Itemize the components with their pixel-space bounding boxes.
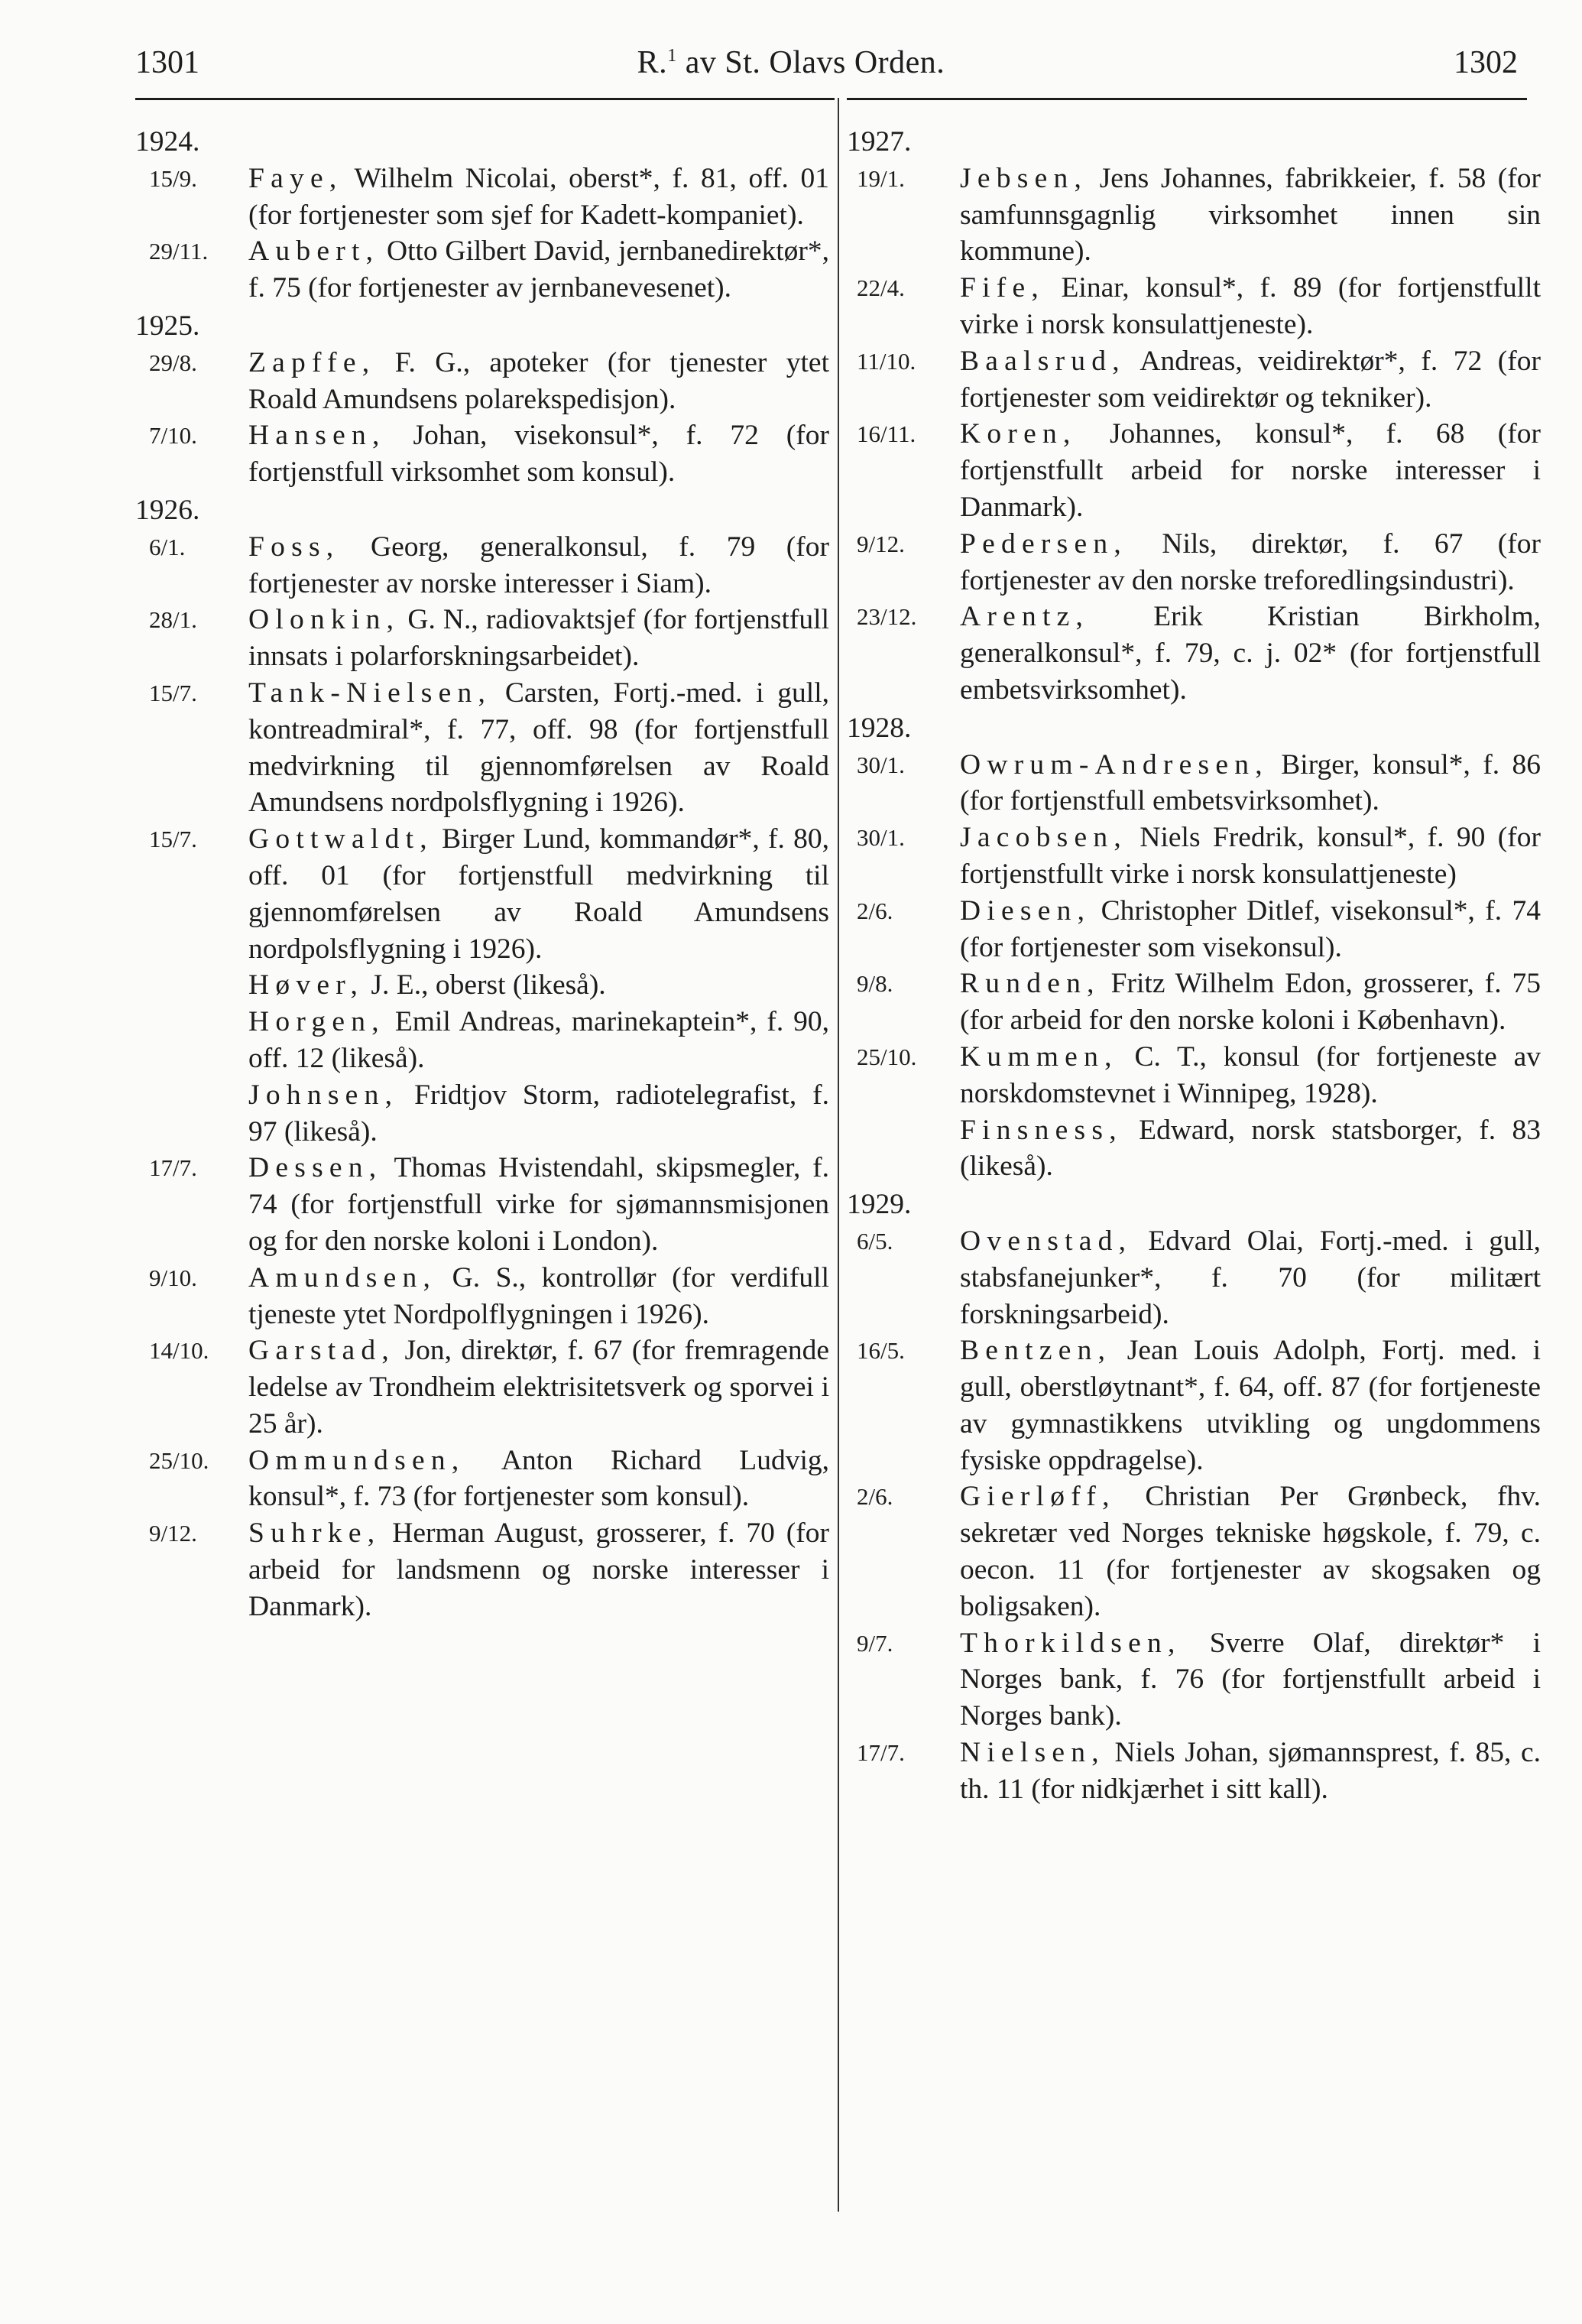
entry-name: Owrum-Andresen, <box>960 748 1269 781</box>
entry-date: 2/6. <box>857 1483 893 1511</box>
list-item <box>134 1515 829 1625</box>
entry-text <box>960 747 1541 820</box>
list-item <box>845 1478 1541 1625</box>
entry-description: Johan, visekonsul*, f. 72 (for fortjenstfull virksomhet som konsul). <box>248 420 829 488</box>
list-item <box>845 1112 1541 1186</box>
entry-name: Finsness, <box>960 1114 1123 1146</box>
title-prefix: R. <box>637 45 668 80</box>
entry-name: Diesen, <box>960 894 1091 927</box>
list-item <box>845 820 1541 893</box>
entry-text <box>248 1443 829 1516</box>
entry-text <box>248 1332 829 1442</box>
list-item <box>134 1150 829 1259</box>
entry-text <box>960 1332 1541 1478</box>
list-item <box>845 343 1541 417</box>
list-item <box>845 1625 1541 1735</box>
page-header <box>0 0 1582 92</box>
entry-name: Gierløff, <box>960 1481 1116 1513</box>
entry-text <box>248 821 829 967</box>
entry-date: 22/4. <box>857 274 905 302</box>
left-column <box>134 122 829 1625</box>
entry-text <box>248 345 829 418</box>
entry-date: 11/10. <box>857 347 916 375</box>
year-heading: 1926. <box>135 494 200 526</box>
entry-description: J. E., oberst (likeså). <box>364 969 606 1001</box>
entry-text <box>248 675 829 821</box>
entry-name: Amundsen, <box>248 1261 437 1293</box>
entry-description: Birger, konsul*, f. 86 (for fortjenstfull embetsvirksomhet). <box>960 748 1541 817</box>
entry-date: 29/8. <box>149 349 197 376</box>
entry-text <box>960 1223 1541 1332</box>
list-item <box>845 526 1541 599</box>
entry-text <box>248 602 829 675</box>
list-item <box>845 416 1541 525</box>
entry-description: Niels Fredrik, konsul*, f. 90 (for fortjenstfullt virke i norsk konsulattjeneste) <box>960 822 1541 890</box>
entry-date: 6/1. <box>149 533 186 560</box>
entry-date: 9/12. <box>857 530 905 557</box>
header-rule-left <box>135 98 835 100</box>
entry-date: 30/1. <box>857 824 905 852</box>
entry-text <box>248 1515 829 1625</box>
entry-text <box>248 1150 829 1259</box>
entry-description: Andreas, veidirektør*, f. 72 (for fortjenester som veidirektør og tekniker). <box>960 345 1541 414</box>
title-superscript: 1 <box>667 46 677 66</box>
entry-date: 2/6. <box>857 897 893 924</box>
entry-name: Thorkildsen, <box>960 1627 1182 1659</box>
entry-name: Olonkin, <box>248 604 400 636</box>
entry-description: Georg, generalkonsul, f. 79 (for fortjenester av norske interesser i Siam). <box>248 531 829 599</box>
entry-description: Nils, direktør, f. 67 (for fortjenester av den norske treforedlingsindustri). <box>960 527 1541 596</box>
list-item <box>134 821 829 967</box>
entry-text <box>248 417 829 491</box>
entry-name: Garstad, <box>248 1335 395 1367</box>
entry-description: Edward, norsk statsborger, f. 83 (likeså). <box>960 1114 1541 1183</box>
list-item <box>845 1332 1541 1478</box>
entry-description: Christian Per Grønbeck, fhv. sekretær ved Norges tekniske høgskole, f. 79, c. oecon. 11 (for fortjenester av skogsaken og boligsaken). <box>960 1481 1541 1622</box>
entry-date: 7/10. <box>149 422 197 450</box>
entry-text <box>248 233 829 307</box>
entry-description: Anton Richard Ludvig, konsul*, f. 73 (for fortjenester som konsul). <box>248 1444 829 1513</box>
list-item <box>845 747 1541 820</box>
list-item <box>134 529 829 602</box>
entry-text <box>248 161 829 234</box>
entry-date: 15/7. <box>149 679 197 706</box>
entry-description: F. G., apoteker (for tjenester ytet Roald Amundsens polarekspedisjon). <box>248 346 829 415</box>
entry-name: Runden, <box>960 968 1101 1000</box>
year-heading: 1925. <box>135 310 200 342</box>
list-item <box>845 966 1541 1039</box>
entry-name: Fife, <box>960 272 1045 304</box>
entry-name: Aubert, <box>248 235 380 268</box>
entry-name: Kummen, <box>960 1040 1118 1073</box>
entry-text <box>960 1112 1541 1186</box>
entry-description: Erik Kristian Birkholm, generalkonsul*, f. 79, c. j. 02* (for fortjenstfull embetsvirksomhet). <box>960 601 1541 706</box>
title-suffix: av St. Olavs Orden. <box>676 45 945 80</box>
entry-name: Ommundsen, <box>248 1444 465 1476</box>
column-divider <box>838 98 839 2212</box>
entry-name: Gottwaldt, <box>248 823 433 855</box>
entry-date: 30/1. <box>857 751 905 778</box>
list-item <box>845 599 1541 708</box>
entry-description: Sverre Olaf, direktør* i Norges bank, f. 76 (for fortjenstfullt arbeid i Norges bank). <box>960 1627 1541 1732</box>
entry-description: C. T., konsul (for fortjeneste av norskdomstevnet i Winnipeg, 1928). <box>960 1040 1541 1109</box>
entry-name: Foss, <box>248 531 340 563</box>
entry-date: 17/7. <box>149 1154 197 1182</box>
entry-text <box>960 1478 1541 1625</box>
entry-date: 9/12. <box>149 1520 197 1547</box>
entry-name: Faye, <box>248 162 343 194</box>
entry-name: Dessen, <box>248 1152 383 1184</box>
entry-text <box>248 1004 829 1077</box>
list-item <box>134 161 829 234</box>
list-item <box>845 1223 1541 1332</box>
entry-text <box>960 966 1541 1039</box>
entry-description: Emil Andreas, marinekaptein*, f. 90, off. 12 (likeså). <box>248 1006 829 1074</box>
list-item <box>845 1039 1541 1112</box>
right-column <box>845 122 1541 1808</box>
entry-date: 25/10. <box>857 1043 917 1070</box>
entry-date: 6/5. <box>857 1227 893 1255</box>
list-item <box>134 233 829 307</box>
entry-description: Birger Lund, kommandør*, f. 80, off. 01 (for fortjenstfull medvirkning til gjennomførelsen av Roald Amundsens nordpolsflygning i 1926). <box>248 823 829 965</box>
list-item <box>134 417 829 491</box>
entry-date: 15/9. <box>149 164 197 192</box>
entry-description: Thomas Hvistendahl, skipsmegler, f. 74 (for fortjenstfull virke for sjømannsmisjonen og for den norske koloni i London). <box>248 1152 829 1257</box>
list-item <box>134 675 829 821</box>
year-heading: 1927. <box>847 126 912 157</box>
entry-date: 29/11. <box>149 238 209 265</box>
entry-description: G. S., kontrollør (for verdifull tjeneste ytet Nordpolflygningen i 1926). <box>248 1261 829 1330</box>
entry-text <box>960 1039 1541 1112</box>
list-item <box>134 1260 829 1333</box>
entry-description: Fridtjov Storm, radiotelegrafist, f. 97 (likeså). <box>248 1079 829 1147</box>
entry-description: G. N., radiovaktsjef (for fortjenstfull innsats i polarforskningsarbeidet). <box>248 604 829 673</box>
entry-date: 14/10. <box>149 1337 209 1365</box>
list-item <box>845 161 1541 270</box>
header-rule-right <box>847 98 1527 100</box>
entry-description: Einar, konsul*, f. 89 (for fortjenstfullt virke i norsk konsulattjeneste). <box>960 272 1541 340</box>
entry-description: Herman August, grosserer, f. 70 (for arbeid for landsmenn og norske interesser i Danmark). <box>248 1517 829 1622</box>
entry-name: Ovenstad, <box>960 1225 1133 1257</box>
entry-name: Arentz, <box>960 601 1090 633</box>
list-item <box>845 893 1541 966</box>
entry-date: 9/10. <box>149 1264 197 1291</box>
list-item <box>134 1332 829 1442</box>
entry-name: Tank-Nielsen, <box>248 677 492 709</box>
entry-name: Koren, <box>960 418 1077 450</box>
entry-description: Otto Gilbert David, jernbanedirektør*, f. 75 (for fortjenester av jernbanevesenet). <box>248 235 829 304</box>
entry-date: 16/5. <box>857 1337 905 1365</box>
list-item <box>845 1735 1541 1808</box>
year-heading: 1924. <box>135 126 200 157</box>
entry-text <box>960 820 1541 893</box>
entry-date: 15/7. <box>149 826 197 853</box>
year-heading: 1929. <box>847 1189 912 1221</box>
list-item <box>134 1004 829 1077</box>
page-number-right: 1302 <box>1454 45 1518 80</box>
entry-name: Hansen, <box>248 420 386 452</box>
list-item <box>134 1077 829 1151</box>
entry-text <box>248 529 829 602</box>
entry-name: Horgen, <box>248 1006 385 1038</box>
entry-description: Niels Johan, sjømannsprest, f. 85, c. th. 11 (for nidkjærhet i sitt kall). <box>960 1737 1541 1805</box>
entry-description: Johannes, konsul*, f. 68 (for fortjenstfullt arbeid for norske interesser i Danmark). <box>960 418 1541 523</box>
entry-text <box>960 893 1541 966</box>
list-item <box>134 967 829 1004</box>
entry-name: Høver, <box>248 969 365 1001</box>
entry-date: 25/10. <box>149 1446 209 1474</box>
entry-text <box>960 599 1541 708</box>
entry-text <box>248 1077 829 1151</box>
entry-text <box>960 1625 1541 1735</box>
entry-text <box>960 416 1541 525</box>
entry-date: 23/12. <box>857 603 917 631</box>
entry-name: Suhrke, <box>248 1517 381 1550</box>
entry-description: Carsten, Fortj.-med. i gull, kontreadmiral*, f. 77, off. 98 (for fortjenstfull medvirkning til gjennomførelsen av Roald Amundsens nordpolsflygning i 1926). <box>248 677 829 819</box>
list-item <box>134 1443 829 1516</box>
entry-description: Christopher Ditlef, visekonsul*, f. 74 (for fortjenester som visekonsul). <box>960 894 1541 963</box>
page-number-left: 1301 <box>135 45 199 80</box>
entry-name: Zapffe, <box>248 346 376 378</box>
entry-description: Jens Johannes, fabrikkeier, f. 58 (for samfunnsgagnlig virksomhet innen sin kommune). <box>960 162 1541 268</box>
entry-name: Pedersen, <box>960 527 1127 560</box>
entry-name: Nielsen, <box>960 1737 1105 1769</box>
entry-name: Johnsen, <box>248 1079 399 1111</box>
entry-date: 9/8. <box>857 970 893 998</box>
entry-name: Jacobsen, <box>960 822 1127 854</box>
entry-date: 17/7. <box>857 1739 905 1767</box>
year-heading: 1928. <box>847 712 912 744</box>
entry-text <box>248 967 829 1004</box>
entry-date: 28/1. <box>149 606 197 634</box>
entry-description: Jon, direktør, f. 67 (for fremragende ledelse av Trondheim elektrisitetsverk og sporvei i 25 år). <box>248 1335 829 1440</box>
list-item <box>845 270 1541 343</box>
list-item <box>134 345 829 418</box>
running-title <box>0 44 1582 81</box>
entry-description: Edvard Olai, Fortj.-med. i gull, stabsfanejunker*, f. 70 (for militært forskningsarbeid). <box>960 1225 1541 1330</box>
entry-name: Baalsrud, <box>960 345 1126 377</box>
entry-date: 9/7. <box>857 1629 893 1657</box>
entry-text <box>960 161 1541 270</box>
entry-date: 19/1. <box>857 164 905 192</box>
entry-text <box>960 343 1541 417</box>
entry-date: 16/11. <box>857 420 916 448</box>
entry-text <box>960 270 1541 343</box>
entry-text <box>960 1735 1541 1808</box>
entry-name: Bentzen, <box>960 1335 1112 1367</box>
list-item <box>134 602 829 675</box>
entry-description: Jean Louis Adolph, Fortj. med. i gull, oberstløytnant*, f. 64, off. 87 (for fortjeneste av gymnastikkens utvikling og ungdommens fysiske oppdragelse). <box>960 1335 1541 1476</box>
entry-text <box>960 526 1541 599</box>
entry-name: Jebsen, <box>960 162 1088 194</box>
entry-text <box>248 1260 829 1333</box>
entry-description: Wilhelm Nicolai, oberst*, f. 81, off. 01 (for fortjenester som sjef for Kadett-kompaniet). <box>248 162 829 231</box>
entry-description: Fritz Wilhelm Edon, grosserer, f. 75 (for arbeid for den norske koloni i København). <box>960 968 1541 1037</box>
